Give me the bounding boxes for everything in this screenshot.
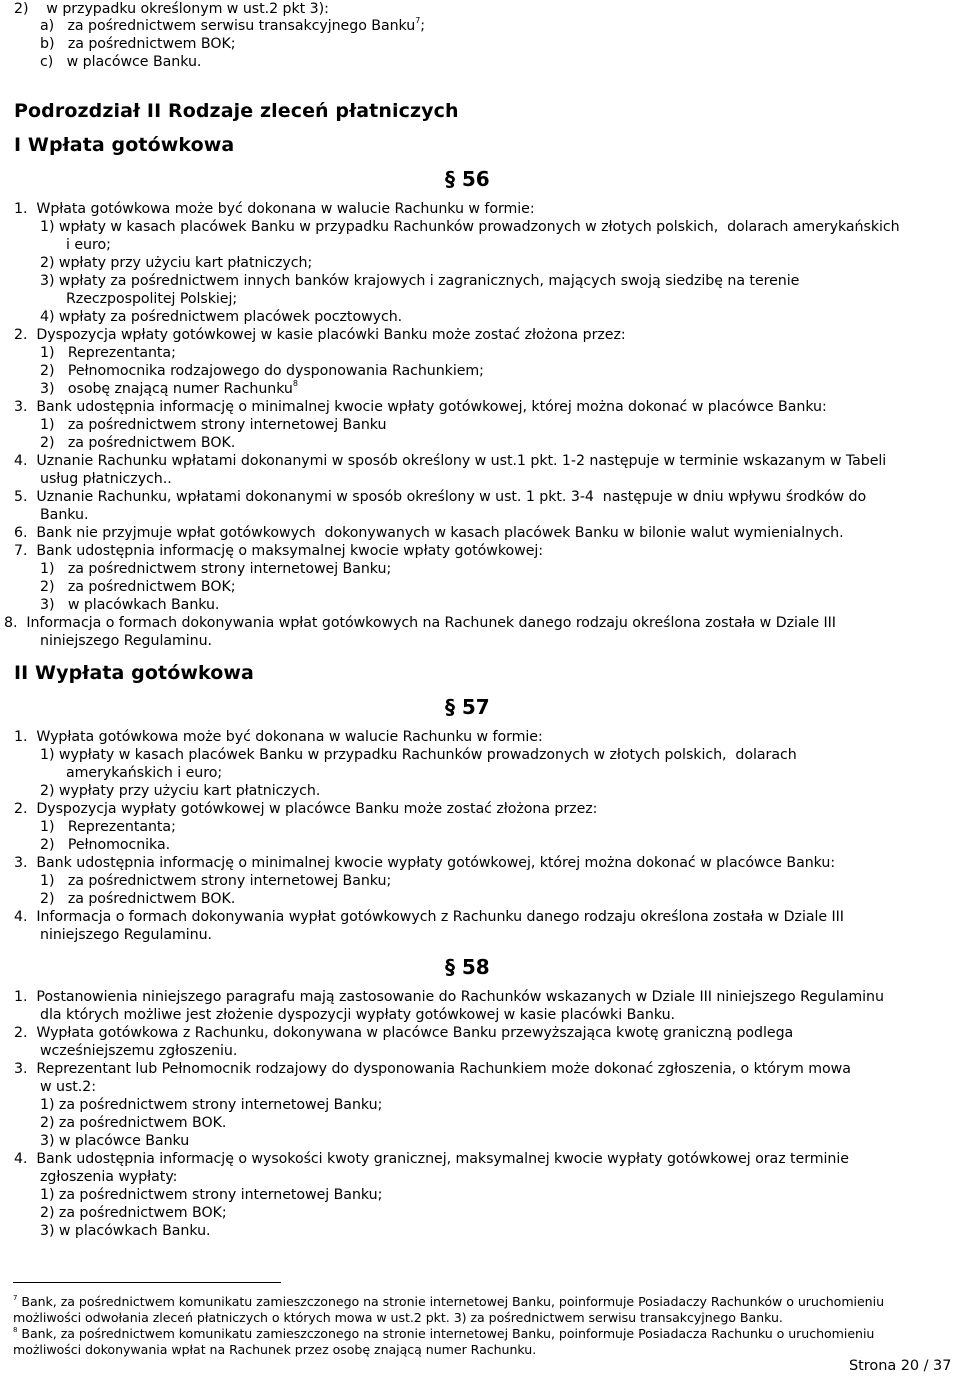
text-line bbox=[40, 1114, 226, 1132]
text-line-content: i euro; bbox=[66, 237, 111, 253]
text-line bbox=[40, 836, 170, 854]
text-line-content: 2) za pośrednictwem BOK. bbox=[40, 891, 236, 907]
text-line bbox=[40, 872, 391, 890]
text-line-content: amerykańskich i euro; bbox=[66, 765, 223, 781]
text-line bbox=[40, 926, 212, 944]
text-line-content: § 57 bbox=[445, 695, 490, 719]
text-line bbox=[14, 1150, 849, 1168]
text-line-content: 1) Reprezentanta; bbox=[40, 819, 176, 835]
text-line bbox=[40, 596, 219, 614]
text-line-content: § 58 bbox=[445, 955, 490, 979]
text-line-content: 2. Wypłata gotówkowa z Rachunku, dokonywana w placówce Banku przewyższająca kwotę graniczną podlega bbox=[14, 1025, 794, 1041]
text-line bbox=[40, 344, 176, 362]
text-line bbox=[40, 1186, 382, 1204]
text-line-content: Banku. bbox=[40, 507, 89, 523]
text-line bbox=[14, 988, 884, 1006]
section-heading bbox=[14, 99, 459, 123]
text-line bbox=[40, 818, 176, 836]
text-line bbox=[66, 236, 111, 254]
footnote-text: Bank, za pośrednictwem komunikatu zamieszczonego na stronie internetowej Banku, poinformuje Posiadaczy Rachunków o uruchomieniu bbox=[17, 1294, 884, 1309]
text-line bbox=[40, 746, 797, 764]
text-line-content: 1) Reprezentanta; bbox=[40, 345, 176, 361]
text-line-content: 1) wpłaty w kasach placówek Banku w przypadku Rachunków prowadzonych w złotych polskich, dolarach amerykańskich bbox=[40, 219, 900, 235]
text-line-content: 1) wypłaty w kasach placówek Banku w przypadku Rachunków prowadzonych w złotych polskich, dolarach bbox=[40, 747, 797, 763]
text-line-content: c) w placówce Banku. bbox=[40, 54, 202, 70]
text-line bbox=[40, 1078, 96, 1096]
footnote-marker: 8 bbox=[13, 1325, 18, 1334]
text-line bbox=[14, 398, 827, 416]
text-line bbox=[40, 272, 799, 290]
text-line-content: niniejszego Regulaminu. bbox=[40, 927, 212, 943]
text-line bbox=[14, 854, 835, 872]
footnote-line bbox=[13, 1310, 783, 1326]
section-heading bbox=[14, 661, 254, 685]
text-line bbox=[40, 1204, 227, 1222]
text-line-content: 1) za pośrednictwem strony internetowej Banku; bbox=[40, 561, 392, 577]
text-line bbox=[66, 290, 237, 308]
text-line-content: 5. Uznanie Rachunku, wpłatami dokonanymi w sposób określony w ust. 1 pkt. 3-4 następuje w dniu wpływu środków do bbox=[14, 489, 867, 505]
text-line-content: usług płatniczych.. bbox=[40, 471, 172, 487]
text-line bbox=[40, 308, 402, 326]
text-line bbox=[40, 434, 235, 452]
text-line-content: a) za pośrednictwem serwisu transakcyjnego Banku bbox=[40, 18, 416, 34]
text-line-content: 4. Uznanie Rachunku wpłatami dokonanymi w sposób określony w ust.1 pkt. 1-2 następuje w terminie wskazanym w Tabeli bbox=[14, 453, 887, 469]
text-line-tail: ; bbox=[420, 18, 426, 34]
text-line-content: 2) za pośrednictwem BOK. bbox=[40, 435, 236, 451]
text-line bbox=[40, 470, 172, 488]
text-line-content: b) za pośrednictwem BOK; bbox=[40, 36, 236, 52]
text-line-content: 2) za pośrednictwem BOK. bbox=[40, 1115, 227, 1131]
text-line-content: 1) za pośrednictwem strony internetowej Banku; bbox=[40, 1097, 383, 1113]
text-line-content: Rzeczpospolitej Polskiej; bbox=[66, 291, 238, 307]
text-line-content: § 56 bbox=[445, 167, 490, 191]
text-line-content: wcześniejszemu zgłoszeniu. bbox=[40, 1043, 238, 1059]
text-line-content: 3. Bank udostępnia informację o minimalnej kwocie wpłaty gotówkowej, której można dokonać w placówce Banku: bbox=[14, 399, 827, 415]
paragraph-number bbox=[445, 167, 490, 191]
text-line bbox=[40, 17, 425, 35]
text-line bbox=[14, 452, 886, 470]
text-line bbox=[40, 416, 386, 434]
text-line-content: 2. Dyspozycja wypłaty gotówkowej w placówce Banku może zostać złożona przez: bbox=[14, 801, 598, 817]
text-line-content: 1) za pośrednictwem strony internetowej Banku; bbox=[40, 1187, 383, 1203]
text-line bbox=[14, 326, 626, 344]
text-line-content: 1) za pośrednictwem strony internetowej Banku bbox=[40, 417, 387, 433]
section-heading bbox=[14, 133, 234, 157]
text-line-content: dla których możliwe jest złożenie dyspozycji wypłaty gotówkowej w kasie placówki Banku. bbox=[40, 1007, 675, 1023]
text-line bbox=[4, 614, 836, 632]
footnote-line bbox=[13, 1294, 884, 1310]
text-line bbox=[40, 254, 312, 272]
text-line bbox=[40, 53, 201, 71]
text-line-content: 2) Pełnomocnika. bbox=[40, 837, 171, 853]
text-line-content: 2) Pełnomocnika rodzajowego do dysponowania Rachunkiem; bbox=[40, 363, 484, 379]
text-line-content: 1. Wypłata gotówkowa może być dokonana w walucie Rachunku w formie: bbox=[14, 729, 543, 745]
text-line-content: 3) w placówce Banku bbox=[40, 1133, 190, 1149]
text-line-content: 4) wpłaty za pośrednictwem placówek pocztowych. bbox=[40, 309, 403, 325]
text-line-content: 3. Bank udostępnia informację o minimalnej kwocie wypłaty gotówkowej, której można dokonać w placówce Banku: bbox=[14, 855, 836, 871]
text-line bbox=[40, 1042, 237, 1060]
paragraph-number bbox=[445, 695, 490, 719]
text-line bbox=[40, 380, 298, 398]
text-line bbox=[40, 782, 320, 800]
text-line bbox=[40, 1132, 189, 1150]
text-line bbox=[14, 1024, 793, 1042]
text-line bbox=[14, 1060, 851, 1078]
text-line bbox=[14, 800, 597, 818]
text-line-content: 3) wpłaty za pośrednictwem innych banków krajowych i zagranicznych, mających swoją siedzibę na terenie bbox=[40, 273, 800, 289]
text-line bbox=[14, 200, 535, 218]
text-line-content: 8. Informacja o formach dokonywania wpłat gotówkowych na Rachunek danego rodzaju określona została w Dziale III bbox=[4, 615, 836, 631]
text-line-content: niniejszego Regulaminu. bbox=[40, 633, 212, 649]
text-line-content: 3) osobę znającą numer Rachunku bbox=[40, 381, 293, 397]
footnote-ref: 8 bbox=[292, 379, 298, 389]
text-line bbox=[40, 632, 212, 650]
text-line-content: 6. Bank nie przyjmuje wpłat gotówkowych dokonywanych w kasach placówek Banku w bilonie walut wymienialnych. bbox=[14, 525, 844, 541]
footnote-separator bbox=[13, 1282, 281, 1283]
text-line-content: 2) w przypadku określonym w ust.2 pkt 3): bbox=[14, 1, 329, 17]
text-line-content: 2) za pośrednictwem BOK; bbox=[40, 1205, 227, 1221]
text-line-content: 2) za pośrednictwem BOK; bbox=[40, 579, 236, 595]
paragraph-number bbox=[445, 955, 490, 979]
text-line bbox=[40, 890, 235, 908]
text-line bbox=[14, 524, 844, 542]
text-line-content: II Wypłata gotówkowa bbox=[14, 662, 254, 684]
text-line-content: 1. Wpłata gotówkowa może być dokonana w walucie Rachunku w formie: bbox=[14, 201, 535, 217]
text-line bbox=[14, 908, 844, 926]
text-line bbox=[40, 1168, 177, 1186]
text-line bbox=[40, 362, 484, 380]
footnote-text: Bank, za pośrednictwem komunikatu zamieszczonego na stronie internetowej Banku, poinformuje Posiadacza Rachunku o uruchomieniu bbox=[17, 1326, 875, 1341]
text-line-content: 4. Bank udostępnia informację o wysokości kwoty granicznej, maksymalnej kwocie wypłaty gotówkowej oraz terminie bbox=[14, 1151, 849, 1167]
text-line-content: 2) wypłaty przy użyciu kart płatniczych. bbox=[40, 783, 321, 799]
text-line-content: 1) za pośrednictwem strony internetowej Banku; bbox=[40, 873, 392, 889]
text-line bbox=[40, 1006, 675, 1024]
footnote-line bbox=[13, 1342, 536, 1358]
text-line-content: I Wpłata gotówkowa bbox=[14, 134, 235, 156]
text-line bbox=[40, 218, 900, 236]
text-line-content: w ust.2: bbox=[40, 1079, 96, 1095]
footnote-text: możliwości odwołania zleceń płatniczych o których mowa w ust.2 pkt. 3) za pośrednictwem serwisu transakcyjnego Banku. bbox=[13, 1310, 783, 1325]
text-line bbox=[40, 560, 391, 578]
text-line bbox=[14, 0, 329, 18]
footnote-marker: 7 bbox=[13, 1293, 18, 1302]
footnote-ref: 7 bbox=[415, 16, 421, 26]
text-line bbox=[14, 488, 866, 506]
footnote-text: możliwości dokonywania wpłat na Rachunek przez osobę znającą numer Rachunku. bbox=[13, 1342, 537, 1357]
text-line bbox=[40, 1096, 382, 1114]
footnote-line bbox=[13, 1326, 874, 1342]
text-line bbox=[40, 578, 235, 596]
page-number: Strona 20 / 37 bbox=[849, 1358, 952, 1374]
text-line-content: 4. Informacja o formach dokonywania wypłat gotówkowych z Rachunku danego rodzaju określona została w Dziale III bbox=[14, 909, 844, 925]
text-line-content: 3. Reprezentant lub Pełnomocnik rodzajowy do dysponowania Rachunkiem może dokonać zgłoszenia, o którym mowa bbox=[14, 1061, 851, 1077]
text-line-content: 1. Postanowienia niniejszego paragrafu mają zastosowanie do Rachunków wskazanych w Dziale III niniejszego Regulaminu bbox=[14, 989, 884, 1005]
text-line-content: zgłoszenia wypłaty: bbox=[40, 1169, 178, 1185]
text-line-content: 7. Bank udostępnia informację o maksymalnej kwocie wpłaty gotówkowej: bbox=[14, 543, 543, 559]
text-line-content: 3) w placówkach Banku. bbox=[40, 1223, 211, 1239]
text-line-content: Podrozdział II Rodzaje zleceń płatniczych bbox=[14, 100, 459, 122]
text-line bbox=[40, 1222, 210, 1240]
text-line bbox=[14, 542, 543, 560]
text-line-content: 3) w placówkach Banku. bbox=[40, 597, 220, 613]
text-line bbox=[14, 728, 543, 746]
text-line bbox=[66, 764, 222, 782]
text-line bbox=[40, 506, 88, 524]
text-line-content: 2) wpłaty przy użyciu kart płatniczych; bbox=[40, 255, 313, 271]
text-line bbox=[40, 35, 235, 53]
text-line-content: 2. Dyspozycja wpłaty gotówkowej w kasie placówki Banku może zostać złożona przez: bbox=[14, 327, 626, 343]
